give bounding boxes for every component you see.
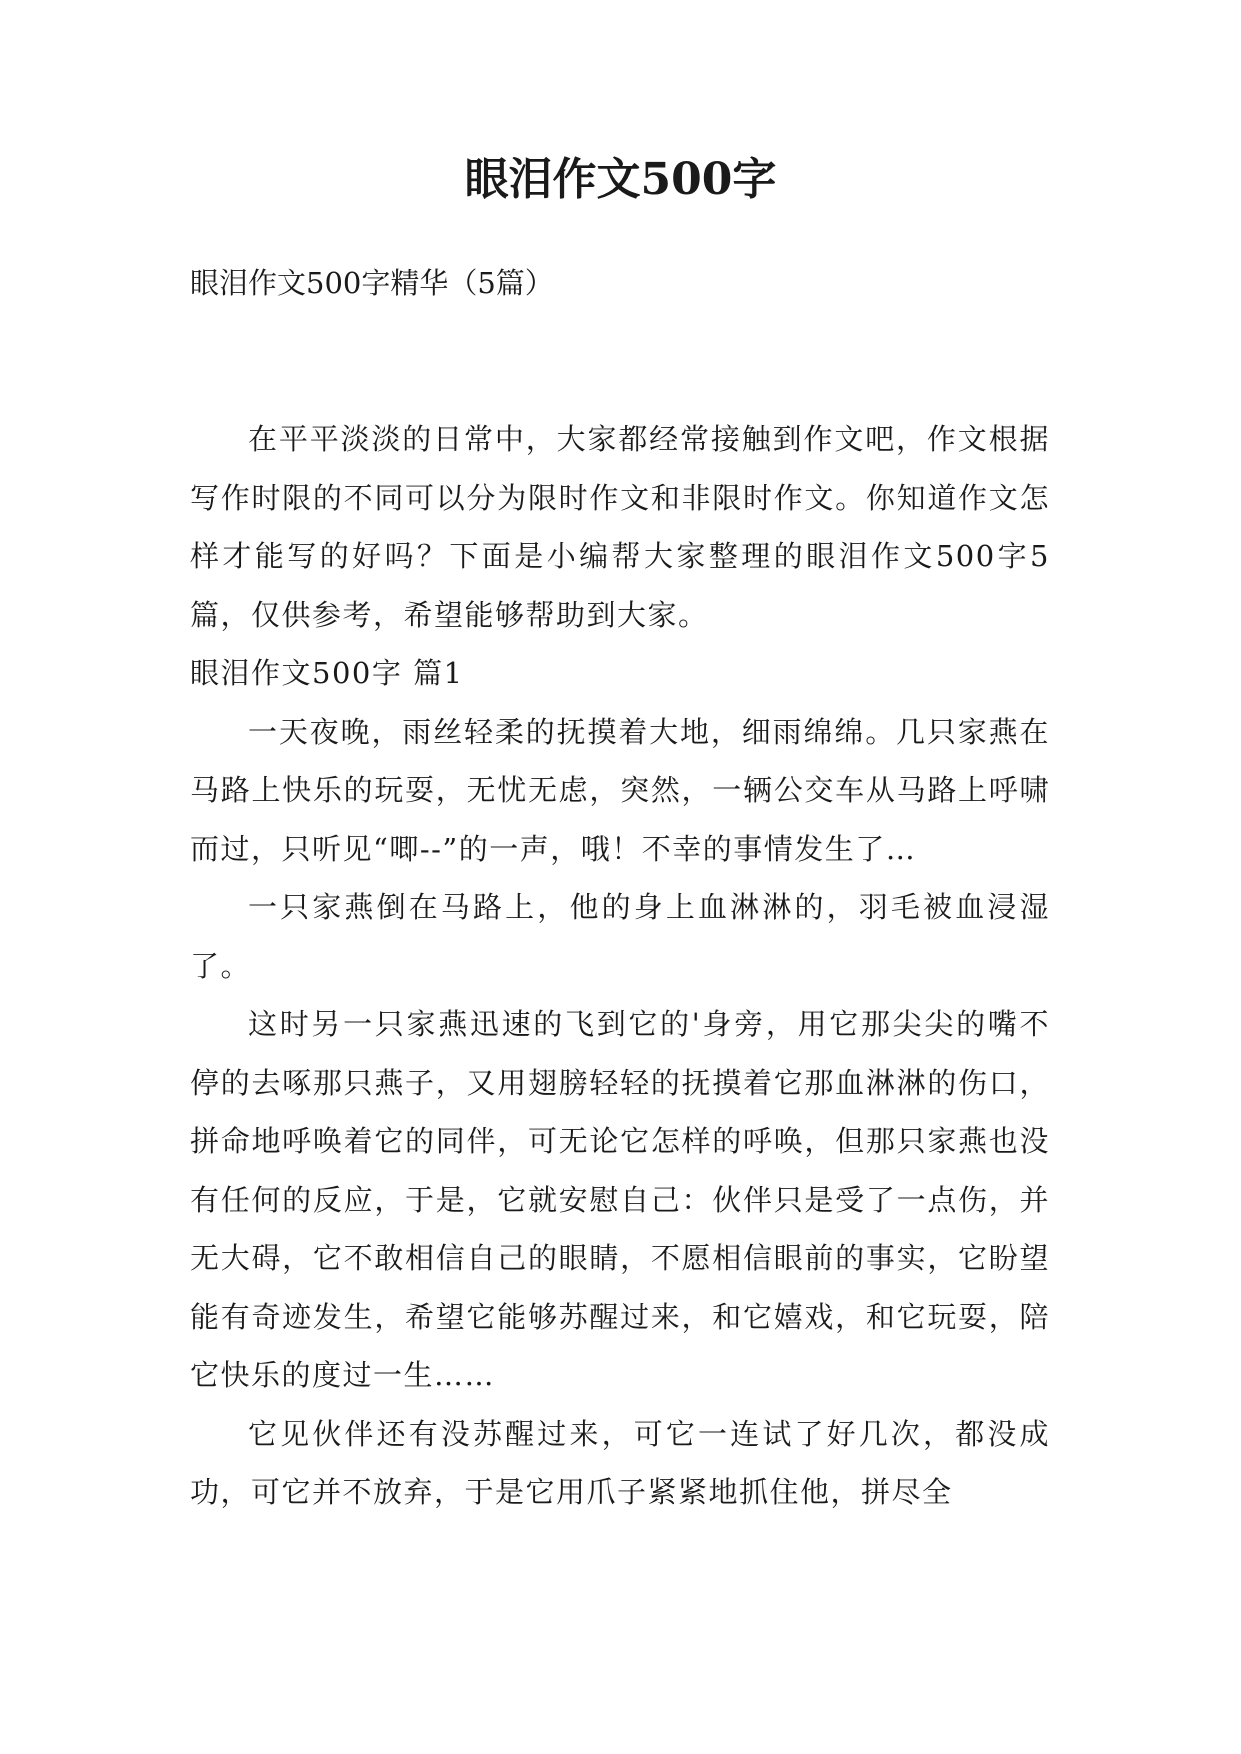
body-paragraph: 这时另一只家燕迅速的飞到它的'身旁，用它那尖尖的嘴不停的去啄那只燕子，又用翅膀轻轻的抚摸着它那血淋淋的伤口，拼命地呼唤着它的同伴，可无论它怎样的呼唤，但那只家燕也没有任何的反应，于是，它就安慰自己：伙伴只是受了一点伤，并无大碍，它不敢相信自己的眼睛，不愿相信眼前的事实，它盼望能有奇迹发生，希望它能够苏醒过来，和它嬉戏，和它玩耍，陪它快乐的度过一生…… bbox=[190, 1007, 1050, 1392]
body-paragraph: 一天夜晚，雨丝轻柔的抚摸着大地，细雨绵绵。几只家燕在马路上快乐的玩耍，无忧无虑，突然，一辆公交车从马路上呼啸而过，只听见“唧--”的一声，哦！不幸的事情发生了… bbox=[190, 714, 1050, 866]
document-subtitle: 眼泪作文500字精华（5篇） bbox=[190, 266, 554, 300]
document-title: 眼泪作文500字 bbox=[464, 154, 777, 205]
body-paragraph: 它见伙伴还有没苏醒过来，可它一连试了好几次，都没成功，可它并不放弃，于是它用爪子紧紧地抓住他，拼尽全 bbox=[190, 1416, 1050, 1509]
body-paragraph: 一只家燕倒在马路上，他的身上血淋淋的，羽毛被血浸湿了。 bbox=[190, 890, 1050, 983]
document-body bbox=[190, 410, 1050, 1522]
intro-paragraph: 在平平淡淡的日常中，大家都经常接触到作文吧，作文根据写作时限的不同可以分为限时作文和非限时作文。你知道作文怎样才能写的好吗？下面是小编帮大家整理的眼泪作文500字5篇，仅供参考，希望能够帮助到大家。 bbox=[190, 422, 1050, 632]
section-heading: 眼泪作文500字 篇1 bbox=[190, 656, 464, 690]
